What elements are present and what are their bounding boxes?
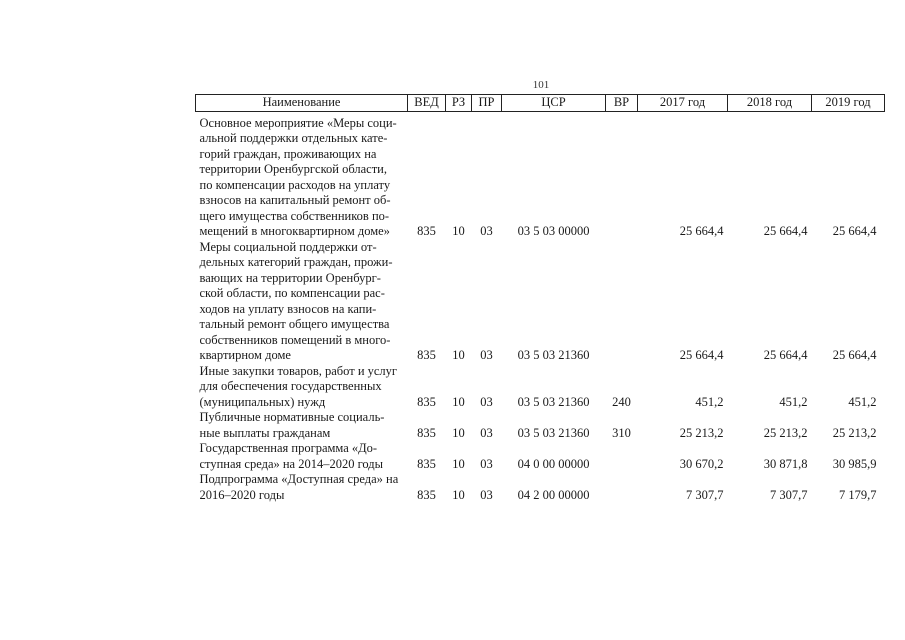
ved-cell: 835 bbox=[417, 425, 436, 440]
row-name-cell: Основное мероприятие «Меры соци- альной поддержки отдельных кате- горий граждан, проживающих на территории Оренбургской области, по компенсации расходов на уплату взносов на капитальный ремонт об- щего имущества собственников по- мещений в многоквартирном доме» bbox=[199, 115, 397, 238]
budget-table bbox=[195, 94, 885, 503]
pr-cell: 03 bbox=[480, 456, 493, 471]
value-2017-cell: 25 664,4 bbox=[679, 348, 724, 362]
value-2018-cell: 30 871,8 bbox=[763, 456, 808, 471]
ved-cell: 835 bbox=[417, 456, 436, 471]
value-2018-cell: 25 664,4 bbox=[763, 348, 808, 362]
value-2018-cell: 451,2 bbox=[779, 394, 808, 409]
value-2019-cell: 25 664,4 bbox=[832, 224, 877, 238]
header-2019: 2019 год bbox=[812, 95, 885, 112]
header-pr: ПР bbox=[472, 95, 502, 112]
table-row bbox=[196, 441, 885, 472]
header-csr: ЦСР bbox=[502, 95, 606, 112]
table-header-row bbox=[196, 95, 885, 112]
value-2017-cell: 25 213,2 bbox=[679, 425, 724, 440]
csr-cell: 04 0 00 00000 bbox=[517, 456, 590, 471]
value-2019-cell: 25 213,2 bbox=[832, 425, 877, 440]
row-name-cell: Публичные нормативные социаль- ные выплаты гражданам bbox=[199, 410, 385, 440]
value-2017-cell: 451,2 bbox=[695, 394, 724, 409]
rz-cell: 10 bbox=[452, 394, 465, 409]
csr-cell: 03 5 03 21360 bbox=[517, 394, 590, 409]
vr-cell bbox=[606, 472, 638, 503]
rz-cell: 10 bbox=[452, 425, 465, 440]
value-2019-cell: 7 179,7 bbox=[839, 487, 877, 502]
row-name-cell: Подпрограмма «Доступная среда» на 2016–2020 годы bbox=[199, 472, 399, 502]
value-2019-cell: 451,2 bbox=[848, 394, 877, 409]
vr-cell: 240 bbox=[612, 394, 631, 409]
table-row bbox=[196, 472, 885, 503]
ved-cell: 835 bbox=[417, 394, 436, 409]
rz-cell: 10 bbox=[452, 348, 465, 362]
header-rz: РЗ bbox=[446, 95, 472, 112]
ved-cell: 835 bbox=[417, 487, 436, 502]
header-name: Наименование bbox=[196, 95, 408, 112]
rz-cell: 10 bbox=[452, 487, 465, 502]
value-2019-cell: 30 985,9 bbox=[832, 456, 877, 471]
ved-cell: 835 bbox=[417, 224, 436, 238]
row-name-cell: Меры социальной поддержки от- дельных категорий граждан, прожи- вающих на территории Оренбург- ской области, по компенсации рас- ходов на уплату взносов на капи- тальный ремонт общего имущества собственников помещений в много- квартирном доме bbox=[199, 239, 393, 362]
value-2017-cell: 7 307,7 bbox=[686, 487, 724, 502]
value-2018-cell: 7 307,7 bbox=[770, 487, 808, 502]
page-number: 101 bbox=[532, 79, 550, 91]
pr-cell: 03 bbox=[480, 425, 493, 440]
pr-cell: 03 bbox=[480, 487, 493, 502]
vr-cell: 310 bbox=[612, 425, 631, 440]
csr-cell: 04 2 00 00000 bbox=[517, 487, 590, 502]
vr-cell bbox=[606, 240, 638, 364]
value-2019-cell: 25 664,4 bbox=[832, 348, 877, 362]
vr-cell bbox=[606, 116, 638, 240]
header-ved: ВЕД bbox=[408, 95, 446, 112]
value-2018-cell: 25 664,4 bbox=[763, 224, 808, 238]
csr-cell: 03 5 03 21360 bbox=[517, 348, 590, 362]
value-2018-cell: 25 213,2 bbox=[763, 425, 808, 440]
header-2017: 2017 год bbox=[638, 95, 728, 112]
header-vr: ВР bbox=[606, 95, 638, 112]
csr-cell: 03 5 03 21360 bbox=[517, 425, 590, 440]
value-2017-cell: 30 670,2 bbox=[679, 456, 724, 471]
pr-cell: 03 bbox=[480, 394, 493, 409]
rz-cell: 10 bbox=[452, 224, 465, 238]
table-row bbox=[196, 116, 885, 240]
table-row bbox=[196, 364, 885, 411]
vr-cell bbox=[606, 441, 638, 472]
pr-cell: 03 bbox=[480, 224, 493, 238]
row-name-cell: Государственная программа «До- ступная среда» на 2014–2020 годы bbox=[199, 441, 384, 471]
value-2017-cell: 25 664,4 bbox=[679, 224, 724, 238]
row-name-cell: Иные закупки товаров, работ и услуг для обеспечения государственных (муниципальных) нужд bbox=[199, 363, 398, 409]
table-row bbox=[196, 410, 885, 441]
header-2018: 2018 год bbox=[728, 95, 812, 112]
rz-cell: 10 bbox=[452, 456, 465, 471]
csr-cell: 03 5 03 00000 bbox=[517, 224, 590, 238]
pr-cell: 03 bbox=[480, 348, 493, 362]
ved-cell: 835 bbox=[417, 348, 436, 362]
table-row bbox=[196, 240, 885, 364]
